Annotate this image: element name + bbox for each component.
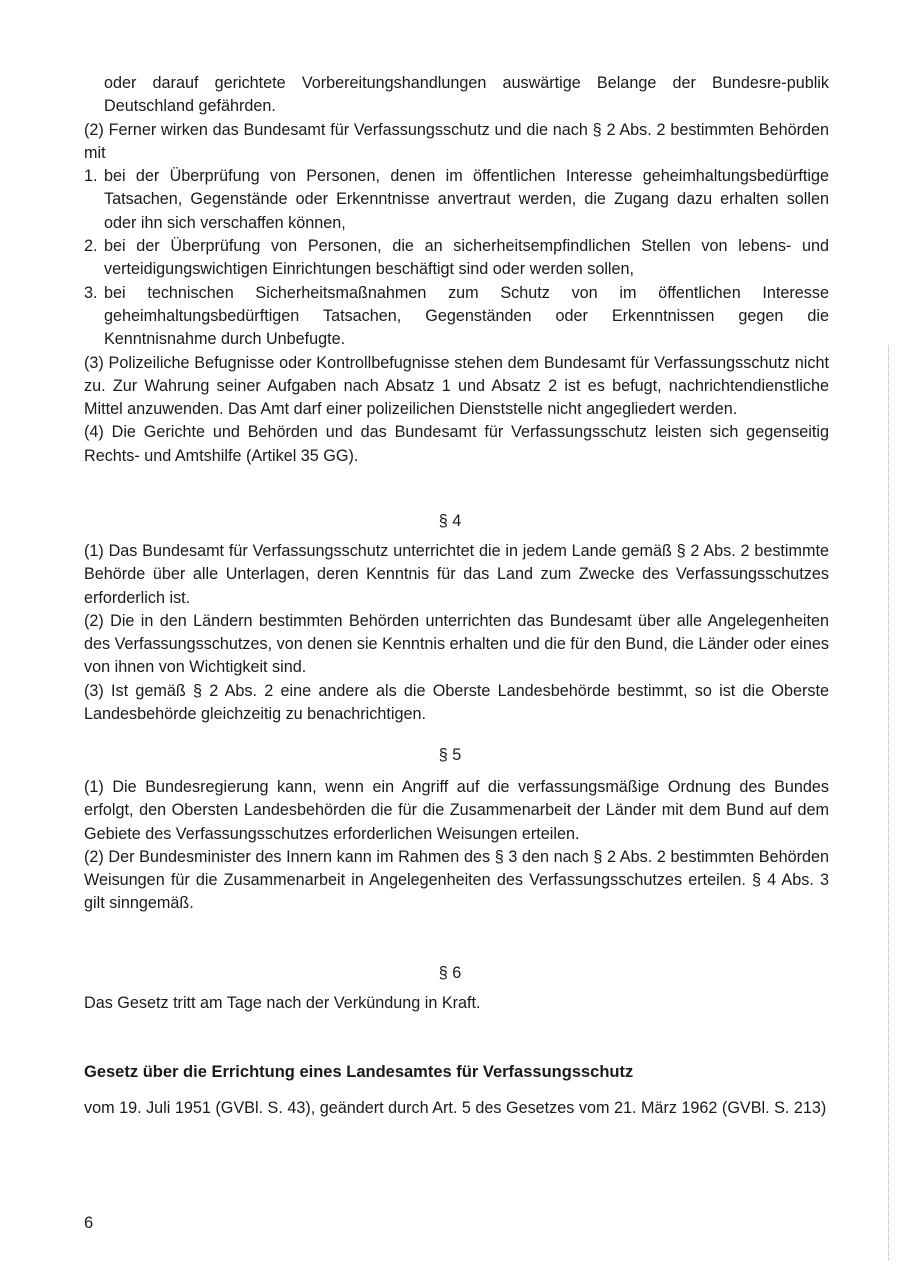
- paragraph-1: Das Gesetz tritt am Tage nach der Verkündung in Kraft.: [84, 994, 481, 1012]
- section-6-heading: § 6: [438, 964, 462, 982]
- section-5-body: [84, 776, 829, 916]
- list-number: 3.: [84, 283, 98, 302]
- section-4-body: [84, 540, 829, 726]
- list-number: 2.: [84, 237, 98, 256]
- section-4-heading: § 4: [438, 512, 462, 530]
- law-subtitle: vom 19. Juli 1951 (GVBl. S. 43), geändert durch Art. 5 des Gesetzes vom 21. März 1962 (GVBl. S. 213): [84, 1099, 827, 1117]
- law-title: Gesetz über die Errichtung eines Landesamtes für Verfassungsschutz: [84, 1063, 634, 1081]
- paragraph-3: (3) Ist gemäß § 2 Abs. 2 eine andere als die Oberste Landesbehörde bestimmt, so ist die Oberste Landesbehörde gleichzeitig zu benachrichtigen.: [84, 681, 829, 724]
- section-3-continuation: [84, 72, 829, 468]
- paragraph-1-tail: oder darauf gerichtete Vorbereitungshandlungen auswärtige Belange der Bundesre-publik Deutschland gefährden.: [104, 74, 829, 116]
- paragraph-2: (2) Der Bundesminister des Innern kann im Rahmen des § 3 den nach § 2 Abs. 2 bestimmten Behörden Weisungen für die Zusammenarbeit in Angelegenheiten des Verfassungsschutzes erteilen. § 4 Abs. 3 gilt sinngemäß.: [84, 847, 829, 913]
- list-item-1: [84, 165, 829, 235]
- section-5-heading: § 5: [438, 746, 462, 764]
- list-item-3: [84, 282, 829, 352]
- paragraph-1: (1) Die Bundesregierung kann, wenn ein Angriff auf die verfassungsmäßige Ordnung des Bundes erfolgt, den Obersten Landesbehörden die für die Zusammenarbeit der Länder mit dem Bund auf dem Gebiete des Verfassungsschutzes erforderlichen Weisungen erteilen.: [84, 778, 829, 843]
- list-text: bei der Überprüfung von Personen, denen im öffentlichen Interesse geheimhaltungsbedürftige Tatsachen, Gegenstände oder Erkenntnisse anvertraut werden, die Zugang dazu erhalten sollen oder ihn sich verschaffen können,: [104, 167, 829, 232]
- scan-margin-line: [888, 345, 890, 1260]
- paragraph-1: (1) Das Bundesamt für Verfassungsschutz unterrichtet die in jedem Lande gemäß § 2 Abs. 2 bestimmte Behörde über alle Unterlagen, deren Kenntnis für das Land zum Zwecke des Verfassungsschutzes erforderlich ist.: [84, 542, 829, 607]
- list-item-2: [84, 235, 829, 282]
- paragraph-2: (2) Die in den Ländern bestimmten Behörden unterrichten das Bundesamt über alle Angelegenheiten des Verfassungsschutzes, von denen sie Kenntnis erhalten und die für den Bund, die Länder oder eines von ihnen von Wichtigkeit sind.: [84, 611, 829, 677]
- list-number: 1.: [84, 167, 98, 186]
- paragraph-4: (4) Die Gerichte und Behörden und das Bundesamt für Verfassungsschutz leisten sich gegenseitig Rechts- und Amtshilfe (Artikel 35 GG).: [84, 423, 829, 465]
- list-text: bei der Überprüfung von Personen, die an sicherheitsempfindlichen Stellen von lebens- und verteidigungswichtigen Einrichtungen beschäftigt sind oder werden sollen,: [104, 237, 829, 279]
- list-text: bei technischen Sicherheitsmaßnahmen zum Schutz von im öffentlichen Interesse geheimhaltungsbedürftigen Tatsachen, Gegenständen oder Erkenntnissen gegen die Kenntnisnahme durch Unbefugte.: [104, 283, 829, 349]
- section-6-body: [84, 992, 829, 1015]
- paragraph-2: (2) Ferner wirken das Bundesamt für Verfassungsschutz und die nach § 2 Abs. 2 bestimmten Behörden mit: [84, 120, 829, 162]
- paragraph-3: (3) Polizeiliche Befugnisse oder Kontrollbefugnisse stehen dem Bundesamt für Verfassungsschutz nicht zu. Zur Wahrung seiner Aufgaben nach Absatz 1 und Absatz 2 ist es befugt, nachrichtendienstliche Mittel anzuwenden. Das Amt darf einer polizeilichen Dienststelle nicht angegliedert werden.: [84, 353, 829, 419]
- page-number: 6: [84, 1214, 94, 1232]
